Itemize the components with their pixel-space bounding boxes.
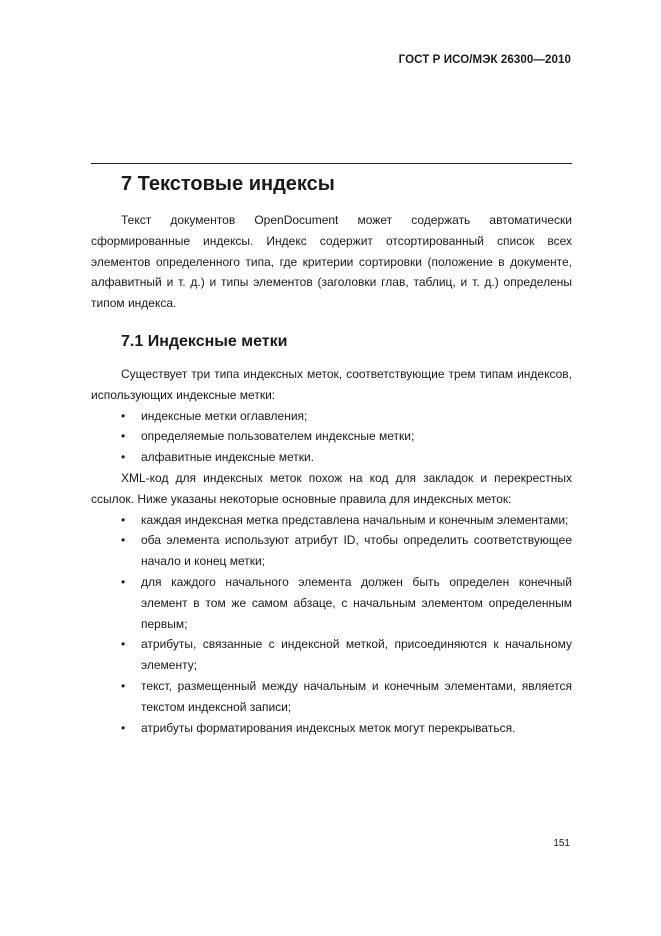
list-item-text: алфавитные индексные метки. [141, 450, 315, 465]
page-content [91, 170, 572, 738]
list-item [91, 634, 572, 676]
list-item [91, 676, 572, 718]
subsection-paragraph-2: XML-код для индексных меток похож на код для закладок и перекрестных ссылок. Ниже указаны некоторые основные правила для индексных меток: [91, 470, 572, 506]
list-item-text: определяемые пользователем индексные метки; [141, 429, 415, 444]
bullet-icon: • [121, 533, 126, 548]
bullet-icon: • [121, 678, 126, 693]
list-item-text: атрибуты, связанные с индексной меткой, присоединяются к начальному элементу; [141, 637, 572, 673]
page-number: 151 [553, 838, 570, 849]
list-item-text: атрибуты форматирования индексных меток могут перекрываться. [141, 720, 516, 735]
bullet-icon: • [121, 637, 126, 652]
list-item [91, 530, 572, 572]
subsection-title: 7.1 Индексные метки [121, 332, 288, 350]
list-item [91, 510, 572, 531]
bullet-icon: • [121, 512, 126, 527]
list-item-text: оба элемента используют атрибут ID, чтобы определить соответствующее начало и конец метки; [141, 533, 572, 569]
list-item [91, 406, 572, 427]
bullet-icon: • [121, 720, 126, 735]
list-item-text: индексные метки оглавления; [141, 408, 308, 423]
list-item-text: для каждого начального элемента должен быть определен конечный элемент в том же самом абзаце, с начальным элементом определенным первым; [141, 574, 572, 631]
bullet-icon: • [121, 450, 126, 465]
list-item-text: текст, размещенный между начальным и конечным элементами, является текстом индексной записи; [141, 678, 572, 714]
list-item [91, 718, 572, 739]
list-item [91, 447, 572, 468]
list-item [91, 426, 572, 447]
section-divider [91, 163, 572, 164]
section-title: 7 Текстовые индексы [121, 173, 335, 195]
bullet-icon: • [121, 574, 126, 589]
index-mark-rules-list [91, 510, 572, 739]
subsection-paragraph-1: Существует три типа индексных меток, соответствующие трем типам индексов, использующих индексные метки: [91, 366, 572, 402]
bullet-icon: • [121, 408, 126, 423]
page-header-standard: ГОСТ Р ИСО/МЭК 26300—2010 [398, 54, 571, 66]
index-mark-types-list [91, 406, 572, 468]
section-intro-paragraph: Текст документов OpenDocument может содержать автоматически сформированные индексы. Индекс содержит отсортированный список всех элементов определенного типа, где критерии сортировки (положение в документе, алфавитный и т. д.) и типы элементов (заголовки глав, таблиц, и т. д.) определены типом индекса. [91, 213, 572, 311]
bullet-icon: • [121, 429, 126, 444]
list-item-text: каждая индексная метка представлена начальным и конечным элементами; [141, 512, 569, 527]
list-item [91, 572, 572, 634]
